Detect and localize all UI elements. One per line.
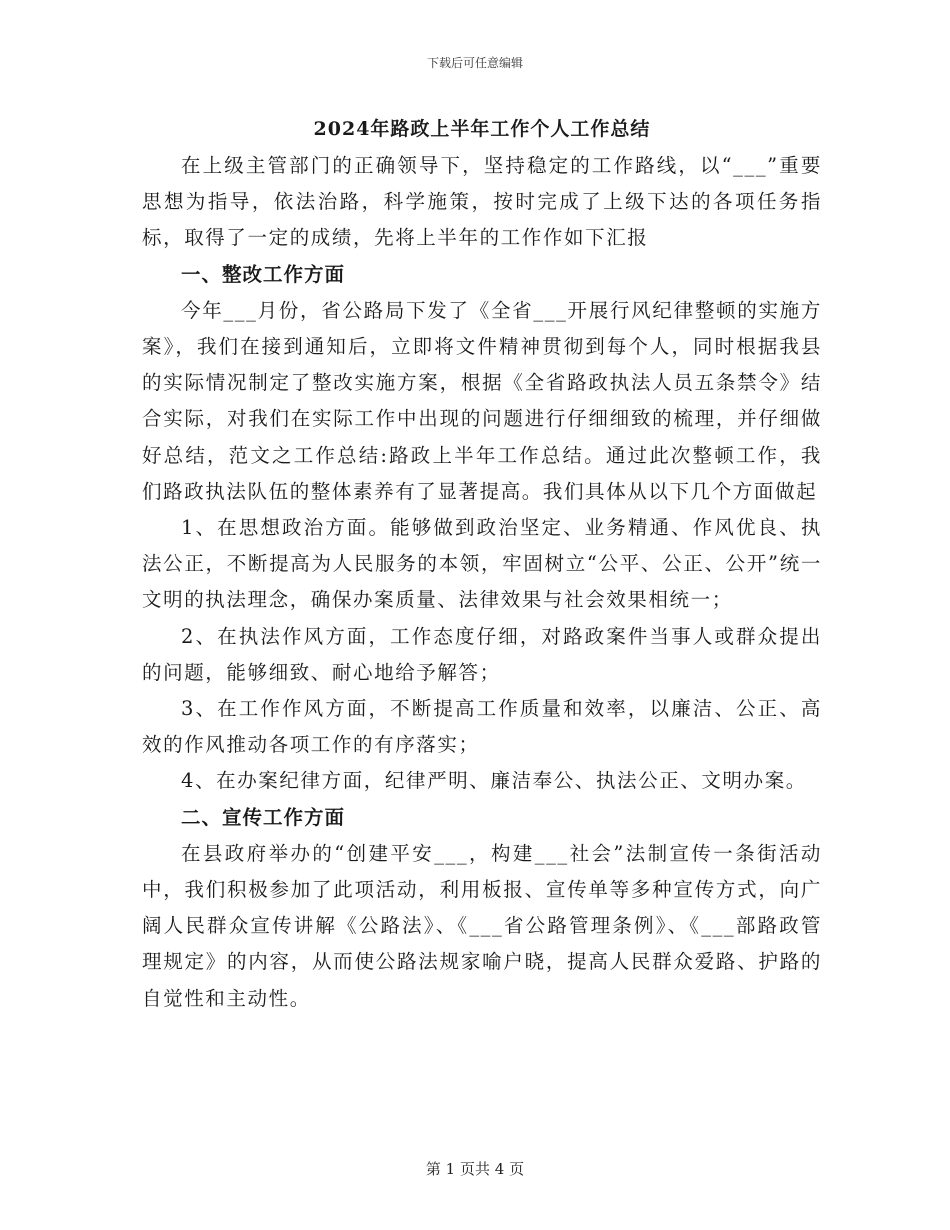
section-heading-publicity: 二、宣传工作方面 [181,805,346,829]
list-item-political: 1、在思想政治方面。能够做到政治坚定、业务精通、作风优良、执法公正，不断提高为人民服务的本领，牢固树立“公平、公正、公开”统一文明的执法理念，确保办案质量、法律效果与社会效果相统一； [142,516,822,612]
intro-paragraph: 在上级主管部门的正确领导下，坚持稳定的工作路线，以“___”重要思想为指导，依法治路，科学施策，按时完成了上级下达的各项任务指标，取得了一定的成绩，先将上半年的工作作如下汇报 [142,154,822,250]
rectification-paragraph: 今年___月份，省公路局下发了《全省___开展行风纪律整顿的实施方案》，我们在接到通知后，立即将文件精神贯彻到每个人，同时根据我县的实际情况制定了整改实施方案，根据《全省路政执法人员五条禁令》结合实际，对我们在实际工作中出现的问题进行仔细细致的梳理，并仔细做好总结，范文之工作总结:路政上半年工作总结。通过此次整顿工作，我们路政执法队伍的整体素养有了显著提高。我们具体从以下几个方面做起 [142,298,822,503]
list-item-discipline: 4、在办案纪律方面，纪律严明、廉洁奉公、执法公正、文明办案。 [181,769,807,793]
publicity-paragraph: 在县政府举办的“创建平安___，构建___社会”法制宣传一条街活动中，我们积极参加了此项活动，利用板报、宣传单等多种宣传方式，向广阔人民群众宣传讲解《公路法》、《___省公路管理条例》、《___部路政管理规定》的内容，从而使公路法规家喻户晓，提高人民群众爱路、护路的自觉性和主动性。 [142,841,822,1010]
section-heading-rectification: 一、整改工作方面 [181,262,346,286]
page-footer: 第 1 页共 4 页 [425,1160,525,1178]
list-item-law-enforcement: 2、在执法作风方面，工作态度仔细，对路政案件当事人或群众提出的问题，能够细致、耐心地给予解答； [142,624,822,684]
list-item-work-style: 3、在工作作风方面，不断提高工作质量和效率，以廉洁、公正、高效的作风推动各项工作的有序落实； [142,697,822,757]
document-title: 2024年路政上半年工作个人工作总结 [313,118,651,140]
page-header: 下载后可任意编辑 [426,56,523,70]
document-body [142,110,822,1017]
